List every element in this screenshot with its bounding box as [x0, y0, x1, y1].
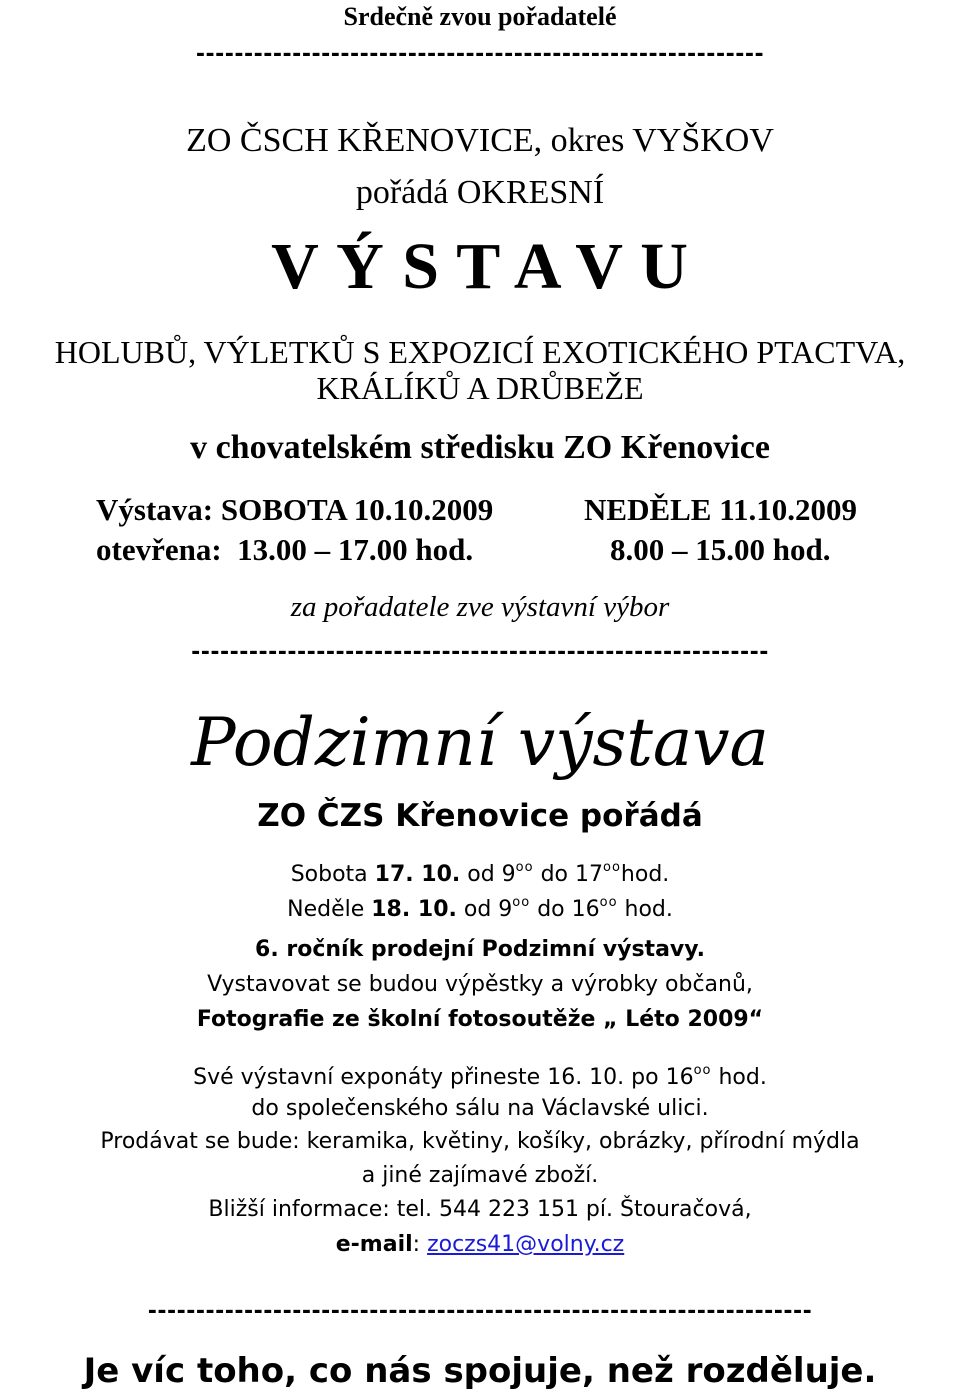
sunday-from: od 9	[456, 897, 513, 922]
schedule-saturday: Výstava: SOBOTA 10.10.2009	[96, 492, 494, 527]
separator-top: -----------------------------------------------------------	[195, 44, 765, 66]
motto: Je víc toho, co nás spojuje, než rozděluje.	[83, 1351, 877, 1391]
sunday-date: 18. 10.	[371, 897, 457, 922]
exhibits-line: Vystavovat se budou výpěstky a výrobky občanů,	[207, 972, 753, 997]
saturday-label: Sobota	[290, 862, 375, 887]
edition-line: 6. ročník prodejní Podzimní výstavy.	[255, 937, 705, 962]
email-colon: :	[412, 1232, 428, 1257]
saturday-from-minutes: oo	[515, 860, 534, 875]
sunday-suffix: hod.	[617, 897, 673, 922]
email-link[interactable]: zoczs41@volny.cz	[427, 1232, 625, 1257]
organizer-line: ZO ČSCH KŘENOVICE, okres VYŠKOV	[186, 122, 774, 159]
email-label: e-mail	[335, 1232, 413, 1257]
invitation-heading: Srdečně zvou pořadatelé	[343, 2, 617, 31]
autumn-organizer: ZO ČZS Křenovice pořádá	[257, 798, 703, 834]
saturday-date: 17. 10.	[374, 862, 461, 887]
exhibition-schedule	[96, 494, 896, 574]
email-line	[0, 1234, 960, 1256]
bring-place-line: do společenského sálu na Václavské ulici.	[251, 1096, 709, 1121]
bring-exhibits-minutes: oo	[693, 1063, 712, 1078]
schedule-saturday-hours: otevřena: 13.00 – 17.00 hod.	[96, 532, 474, 567]
schedule-sunday-hours: 8.00 – 15.00 hod.	[610, 532, 831, 567]
separator-mid: ------------------------------------------------------------	[191, 642, 769, 664]
saturday-suffix: hod.	[620, 862, 670, 887]
sunday-from-minutes: oo	[512, 895, 531, 910]
bring-exhibits-line	[0, 1064, 960, 1089]
saturday-from: od 9	[460, 862, 516, 887]
sale-line-2: a jiné zajímavé zboží.	[361, 1163, 599, 1188]
sunday-to: do 16	[530, 897, 600, 922]
saturday-to-minutes: oo	[603, 860, 621, 875]
invite-line: za pořadatele zve výstavní výbor	[290, 591, 670, 623]
saturday-to: do 17	[533, 862, 603, 887]
big-title: V Ý S T A V U	[271, 230, 689, 303]
bring-exhibits-suffix: hod.	[711, 1065, 767, 1090]
autumn-exhibition-title: Podzimní výstava	[191, 704, 769, 781]
subject-line-2: KRÁLÍKŮ A DRŮBEŽE	[316, 370, 644, 406]
subject-line-1: HOLUBŮ, VÝLETKŮ S EXPOZICÍ EXOTICKÉHO PTACTVA,	[54, 334, 906, 370]
sale-line-1: Prodávat se bude: keramika, květiny, košíky, obrázky, přírodní mýdla	[100, 1129, 860, 1154]
bring-exhibits-text: Své výstavní exponáty přineste 16. 10. po 16	[193, 1065, 694, 1090]
separator-bottom: ---------------------------------------------------------------------	[147, 1301, 813, 1323]
sunday-to-minutes: oo	[599, 895, 618, 910]
photo-contest-line: Fotografie ze školní fotosoutěže „ Léto 2009“	[196, 1007, 764, 1032]
sunday-hours	[0, 896, 960, 921]
contact-line: Bližší informace: tel. 544 223 151 pí. Štouračová,	[208, 1197, 752, 1222]
schedule-sunday: NEDĚLE 11.10.2009	[584, 492, 858, 527]
presents-line: pořádá OKRESNÍ	[355, 174, 605, 211]
venue-line: v chovatelském středisku ZO Křenovice	[190, 429, 770, 466]
sunday-label: Neděle	[287, 897, 372, 922]
saturday-hours	[0, 861, 960, 886]
